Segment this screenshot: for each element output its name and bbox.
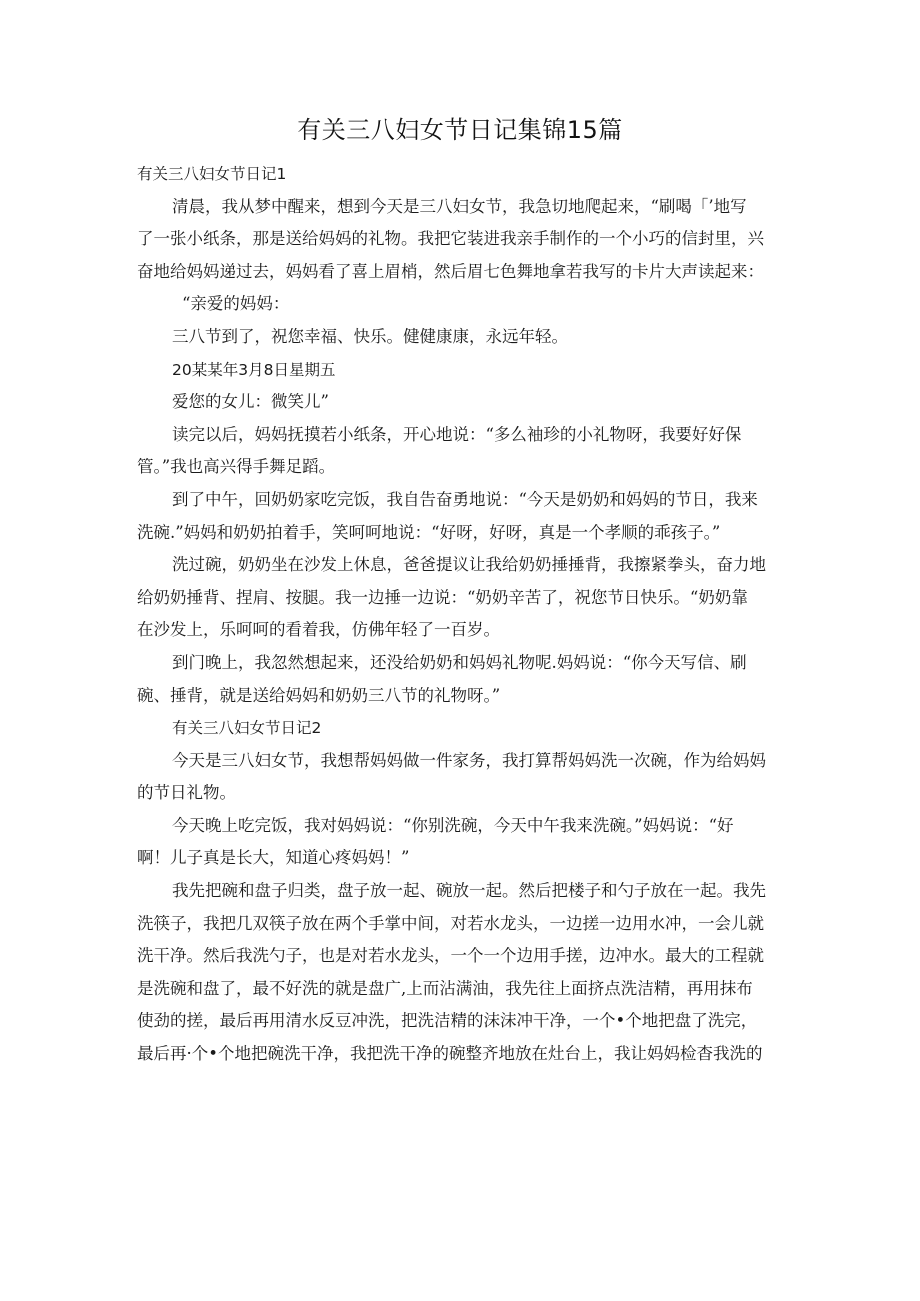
text-line: 读完以后，妈妈抚摸若小纸条，开心地说：“多么袖珍的小礼物呀，我要好好保 bbox=[172, 424, 742, 444]
text-line: 碗、捶背，就是送给妈妈和奶奶三八节的礼物呀。” bbox=[137, 685, 501, 705]
text-line: 有关三八妇女节日记1 bbox=[137, 165, 287, 183]
text-line: 洗筷子，我把几双筷子放在两个手掌中间，对若水龙头，一边搓一边用水冲，一会儿就 bbox=[137, 913, 764, 933]
text-line: 洗碗.”妈妈和奶奶拍着手，笑呵呵地说：“好呀，好呀，真是一个孝顺的乖孩子。” bbox=[137, 522, 721, 542]
text-line: “亲爱的妈妈： bbox=[182, 294, 290, 314]
text-line: 是洗碗和盘了，最不好洗的就是盘广,上而沾满油，我先往上面挤点洗洁精，再用抹布 bbox=[137, 978, 753, 998]
text-line: 今天晚上吃完饭，我对妈妈说：“你别洗碗，今天中午我来洗碗。”妈妈说：“好 bbox=[172, 815, 734, 835]
text-line: 使劲的搓，最后再用清水反豆冲洗，把洗洁精的沫沫冲干净，一个•个地把盘了洗完， bbox=[137, 1011, 758, 1031]
text-line: 洗干净。然后我洗勺子，也是对若水龙头，一个一个边用手搓，边冲水。最大的工程就 bbox=[137, 946, 764, 966]
text-line: 给奶奶捶背、捏肩、按腿。我一边捶一边说：“奶奶辛苦了，祝您节日快乐。“奶奶靠 bbox=[137, 587, 748, 607]
text-line: 三八节到了，祝您幸福、快乐。健健康康，永远年轻。 bbox=[172, 326, 568, 346]
text-line: 爱您的女儿：微笑儿” bbox=[172, 392, 329, 412]
text-line: 清晨，我从梦中醒来，想到今天是三八妇女节，我急切地爬起来，“刷喝「’地写 bbox=[172, 196, 747, 216]
text-line: 有关三八妇女节日记2 bbox=[172, 719, 322, 738]
text-line: 到了中午，回奶奶家吃完饭，我自告奋勇地说：“今天是奶奶和妈妈的节日，我来 bbox=[172, 489, 758, 509]
text-line: 最后再·个•个地把碗洗干净，我把洗干净的碗整齐地放在灶台上，我让妈妈检杳我洗的 bbox=[137, 1044, 763, 1064]
text-line: 今天是三八妇女节，我想帮妈妈做一件家务，我打算帮妈妈洗一次碗，作为给妈妈 bbox=[172, 750, 766, 770]
text-line: 的节日礼物。 bbox=[137, 783, 236, 803]
text-line: 管。”我也高兴得手舞足蹈。 bbox=[137, 457, 336, 477]
text-line: 我先把碗和盘子归类，盘子放一起、碗放一起。然后把楼子和勺子放在一起。我先 bbox=[172, 881, 766, 901]
document-body bbox=[137, 158, 785, 1071]
text-line: 20某某年3月8日星期五 bbox=[172, 360, 336, 379]
text-line: 洗过碗，奶奶坐在沙发上休息，爸爸提议让我给奶奶捶捶背，我擦紧拳头，奋力地 bbox=[172, 555, 766, 575]
text-line: 奋地给妈妈递过去，妈妈看了喜上眉梢，然后眉七色舞地拿若我写的卡片大声读起来： bbox=[137, 261, 764, 281]
text-line: 到门晚上，我忽然想起来，还没给奶奶和妈妈礼物呢.妈妈说：“你今天写信、刷 bbox=[172, 652, 747, 672]
document-title: 有关三八妇女节日记集锦15篇 bbox=[297, 116, 623, 144]
text-line: 了一张小纸条，那是送给妈妈的礼物。我把它装进我亲手制作的一个小巧的信封里，兴 bbox=[137, 229, 764, 249]
text-line: 啊！儿子真是长大，知道心疼妈妈！” bbox=[137, 848, 410, 868]
text-line: 在沙发上，乐呵呵的看着我，仿佛年轻了一百岁。 bbox=[137, 620, 500, 640]
